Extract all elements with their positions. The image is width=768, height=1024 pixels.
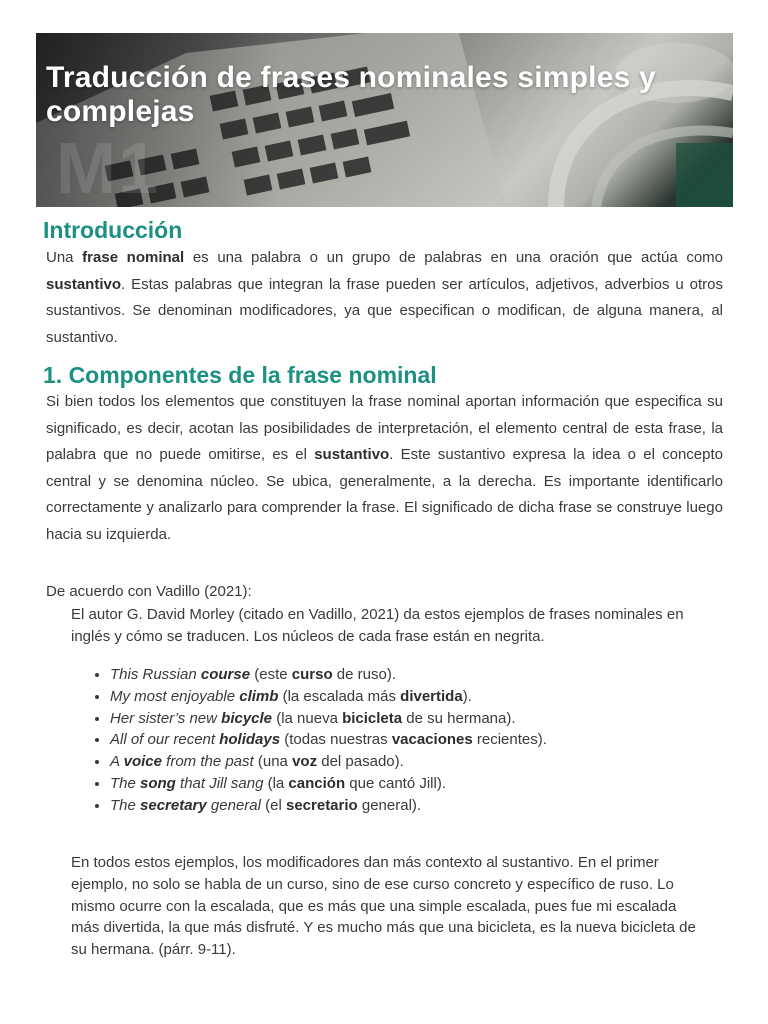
intro-paragraph: Una frase nominal es una palabra o un grupo de palabras en una oración que actúa como sustantivo. Estas palabras que integran la frase pueden ser artículos, adjetivos, adverbios u otros sustantivos. Se denominan modificadores, ya que especifican o modifican, de alguna manera, al sustantivo. xyxy=(46,249,724,346)
section1-paragraph: Si bien todos los elementos que constituyen la frase nominal aportan información que especifica su significado, es decir, acotan las posibilidades de interpretación, el elemento central de esta frase, la palabra que no puede omitirse, es el sustantivo. Este sustantivo expresa la idea o el concepto central y se denomina núcleo. Se ubica, generalmente, a la derecha. Es importante identificarlo correctamente y analizarlo para comprender la frase. El significado de dicha frase se construye luego hacia su izquierda. xyxy=(46,393,723,543)
list-item: • This Russian course (este curso de ruso). xyxy=(110,664,730,686)
page-title: Traducción de frases nominales simples y complejas xyxy=(46,61,656,128)
list-item: • All of our recent holidays (todas nuestras vacaciones recientes). xyxy=(110,729,730,751)
section1-heading: 1. Componentes de la frase nominal xyxy=(43,362,437,388)
list-item: • Her sister’s new bicycle (la nueva bicicleta de su hermana). xyxy=(110,708,730,730)
intro-heading: Introducción xyxy=(43,217,183,243)
list-item: • A voice from the past (una voz del pasado). xyxy=(110,751,730,773)
list-item: • The song that Jill sang (la canción que cantó Jill). xyxy=(110,773,730,795)
examples-list xyxy=(92,664,730,817)
module-watermark: M1 xyxy=(56,129,161,207)
header-banner xyxy=(36,33,733,207)
list-item: • My most enjoyable climb (la escalada más divertida). xyxy=(110,686,730,708)
source-line: De acuerdo con Vadillo (2021): xyxy=(46,583,252,600)
quote-intro: El autor G. David Morley (citado en Vadillo, 2021) da estos ejemplos de frases nominales en inglés y cómo se traducen. Los núcleos de cada frase están en negrita. xyxy=(71,606,684,645)
list-item: • The secretary general (el secretario general). xyxy=(110,795,730,817)
quote-conclusion: En todos estos ejemplos, los modificadores dan más contexto al sustantivo. En el primer ejemplo, no solo se habla de un curso, sino de ese curso concreto y específico de ruso. Lo mismo ocurre con la escalada, que es más que una simple escalada, pues fue mi escalada más divertida, la que más disfruté. Y es mucho más que una bicicleta, es la nueva bicicleta de su hermana. (párr. 9-11). xyxy=(71,854,696,959)
